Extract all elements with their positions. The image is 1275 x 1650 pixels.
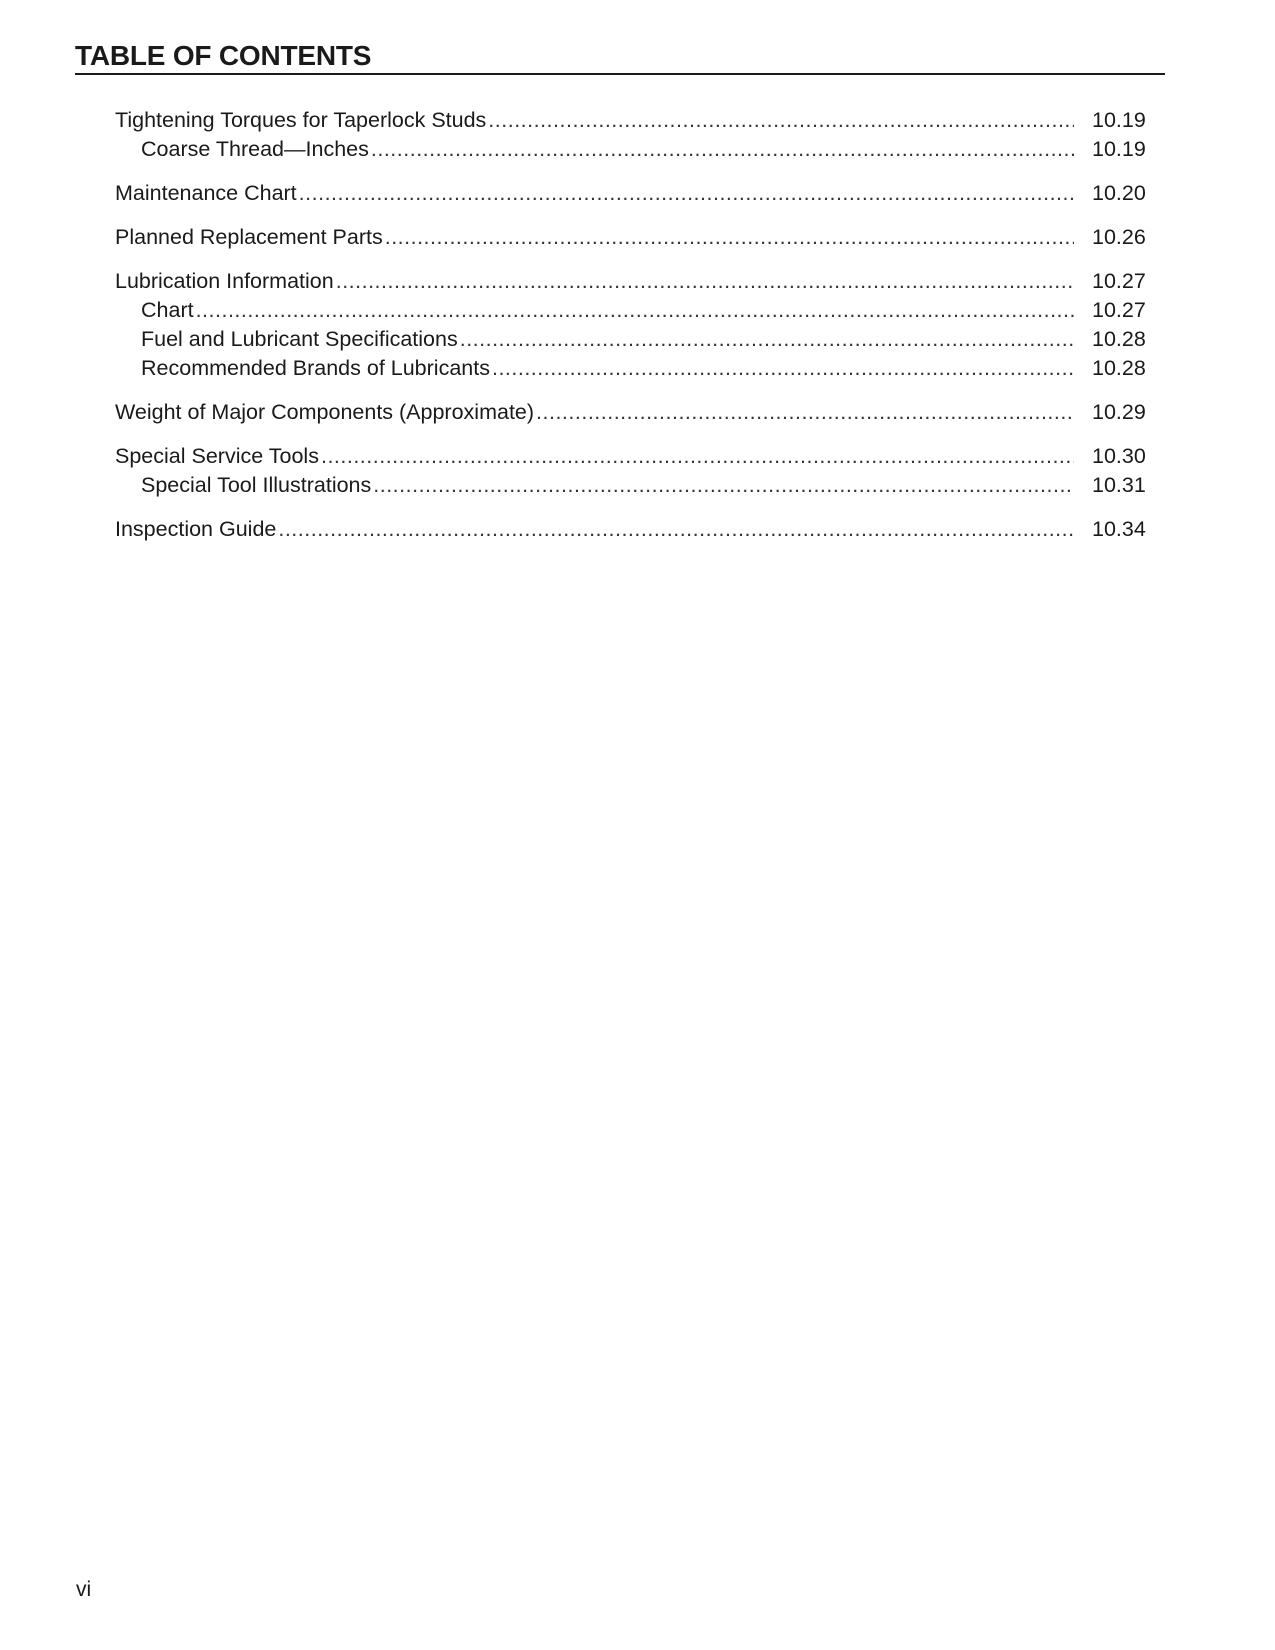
toc-entry-page: 10.19 [1092, 108, 1146, 132]
toc-entry-label: Inspection Guide [115, 517, 277, 541]
dot-leader [536, 398, 1074, 427]
toc-entry-label: Special Tool Illustrations [141, 473, 372, 497]
toc-entry-label: Recommended Brands of Lubricants [141, 356, 490, 380]
page-number: vi [76, 1578, 92, 1601]
dot-leader [492, 354, 1074, 383]
toc-entry-label: Tightening Torques for Taperlock Studs [115, 108, 487, 132]
toc-group [115, 398, 1150, 427]
table-of-contents [115, 106, 1150, 559]
toc-entry-page: 10.20 [1092, 181, 1146, 205]
dot-leader [336, 267, 1074, 296]
dot-leader [373, 471, 1074, 500]
toc-entry-page: 10.30 [1092, 444, 1146, 468]
dot-leader [299, 179, 1074, 208]
toc-entry-label: Coarse Thread—Inches [141, 137, 369, 161]
toc-entry-label: Planned Replacement Parts [115, 225, 383, 249]
toc-group [115, 267, 1150, 383]
toc-entry[interactable] [115, 442, 1150, 471]
toc-entry-page: 10.34 [1092, 517, 1146, 541]
toc-entry[interactable] [115, 267, 1150, 296]
toc-entry[interactable] [115, 223, 1150, 252]
toc-entry-label: Chart [141, 298, 194, 322]
toc-entry-page: 10.19 [1092, 137, 1146, 161]
toc-subentry[interactable] [115, 354, 1150, 383]
toc-subentry[interactable] [115, 471, 1150, 500]
toc-group [115, 223, 1150, 252]
toc-entry-page: 10.28 [1092, 327, 1146, 351]
dot-leader [371, 135, 1074, 164]
toc-group [115, 179, 1150, 208]
toc-entry[interactable] [115, 515, 1150, 544]
toc-entry-page: 10.28 [1092, 356, 1146, 380]
toc-entry-label: Weight of Major Components (Approximate) [115, 400, 535, 424]
dot-leader [460, 325, 1074, 354]
toc-group [115, 442, 1150, 500]
toc-entry-page: 10.29 [1092, 400, 1146, 424]
toc-group [115, 106, 1150, 164]
toc-subentry[interactable] [115, 325, 1150, 354]
dot-leader [321, 442, 1074, 471]
toc-entry-page: 10.31 [1092, 473, 1146, 497]
toc-subentry[interactable] [115, 296, 1150, 325]
page-title: TABLE OF CONTENTS [75, 40, 372, 71]
toc-entry-label: Maintenance Chart [115, 181, 297, 205]
dot-leader [488, 106, 1074, 135]
dot-leader [196, 296, 1074, 325]
toc-entry[interactable] [115, 106, 1150, 135]
toc-group [115, 515, 1150, 544]
toc-entry-label: Fuel and Lubricant Specifications [141, 327, 458, 351]
toc-entry-label: Special Service Tools [115, 444, 319, 468]
toc-entry-page: 10.26 [1092, 225, 1146, 249]
toc-entry-label: Lubrication Information [115, 269, 334, 293]
dot-leader [278, 515, 1074, 544]
toc-entry[interactable] [115, 179, 1150, 208]
toc-entry-page: 10.27 [1092, 298, 1146, 322]
toc-subentry[interactable] [115, 135, 1150, 164]
toc-entry-page: 10.27 [1092, 269, 1146, 293]
title-divider [75, 73, 1165, 75]
toc-entry[interactable] [115, 398, 1150, 427]
dot-leader [385, 223, 1074, 252]
